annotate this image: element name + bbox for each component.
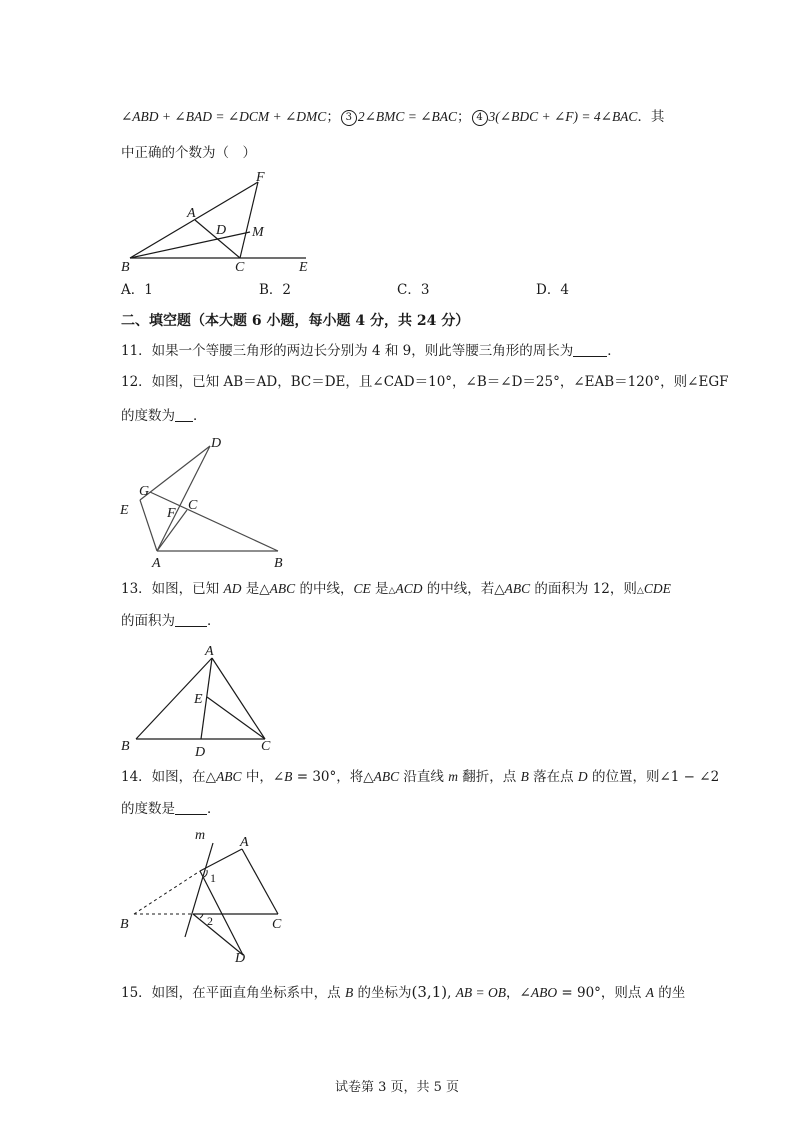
q14-end: ．: [207, 801, 221, 817]
text: 的中线，: [295, 581, 354, 597]
text: = 90°，则点: [557, 985, 646, 1001]
text: 落在点: [528, 769, 578, 785]
var-CDE: CDE: [643, 581, 671, 596]
dashed-line-B1: [134, 871, 200, 914]
label-B: B: [120, 917, 129, 932]
var-A: A: [645, 985, 654, 1000]
label-m: m: [195, 828, 206, 843]
coordinate-B: (3,1): [411, 983, 448, 1001]
label-B: B: [121, 260, 130, 275]
q11-end: ．: [607, 343, 621, 359]
var-B: B: [284, 769, 293, 784]
label-E: E: [194, 692, 203, 707]
text: 13．如图，已知: [121, 581, 224, 597]
label-D: D: [235, 951, 246, 966]
q10-option-c: C．3: [397, 282, 430, 298]
text: = 30°，将△: [292, 769, 374, 785]
line-fold-D: [200, 871, 243, 955]
text: 14．如图，在△: [121, 769, 217, 785]
label-A: A: [187, 206, 196, 221]
var-ABC: ABC: [504, 581, 531, 596]
q10-option-d: D．4: [536, 282, 569, 298]
q10-statement-3: 2∠BMC = ∠BAC: [357, 109, 458, 124]
text: ,: [447, 985, 456, 1001]
text: 是△: [241, 581, 270, 597]
text: 翻折，点: [457, 769, 521, 785]
label-C: C: [272, 917, 282, 932]
label-C: C: [261, 739, 271, 754]
label-F: F: [167, 506, 176, 521]
q10-option-a: A．1: [121, 282, 153, 298]
page-footer: 试卷第 3 页，共 5 页: [334, 1080, 460, 1095]
q15-line1: [121, 983, 685, 1002]
var-ABO: ABO: [530, 985, 558, 1000]
line-fold-D2: [193, 914, 243, 955]
text: 的中线，若△: [422, 581, 505, 597]
q13-text: 的面积为: [121, 613, 175, 629]
label-D: D: [211, 436, 222, 451]
label-D: D: [216, 223, 227, 238]
var-ABC: ABC: [269, 581, 296, 596]
label-E: E: [120, 503, 129, 518]
label-C: C: [188, 498, 198, 513]
label-B: B: [121, 739, 130, 754]
label-F: F: [256, 170, 265, 185]
line-A-fold: [200, 849, 242, 871]
label-angle-1: 1: [210, 871, 216, 885]
var-AD: AD: [223, 581, 242, 596]
var-m: m: [448, 769, 458, 784]
label-A: A: [205, 644, 214, 659]
text: 的坐: [653, 985, 686, 1001]
label-G: G: [139, 484, 150, 499]
label-E: E: [299, 260, 308, 275]
var-CE: CE: [353, 581, 371, 596]
q12-line1: 12．如图，已知 AB＝AD，BC＝DE，且∠CAD＝10°，∠B＝∠D＝25°，∠EAB＝120°，则∠EGF: [121, 374, 729, 390]
separator: ；: [326, 109, 340, 125]
q10-question-line: 中正确的个数为（ ）: [121, 145, 256, 161]
label-A: A: [240, 835, 249, 850]
q11-text: 11．如果一个等腰三角形的两边长分别为 4 和 9，则此等腰三角形的周长为: [121, 343, 574, 359]
var-D: D: [577, 769, 588, 784]
label-B: B: [274, 556, 283, 571]
q10-tail: ．其: [637, 109, 665, 125]
var-B: B: [520, 769, 529, 784]
text: ，∠: [506, 985, 531, 1001]
q10-statement-4: 3(∠BDC + ∠F) = 4∠BAC: [488, 109, 638, 124]
q12-text: 的度数为: [121, 408, 175, 424]
var-ABC: ABC: [216, 769, 242, 784]
circled-number-3: 3: [341, 110, 357, 126]
q14-text: 的度数是: [121, 801, 175, 817]
triangle-symbol: △: [636, 586, 644, 596]
label-M: M: [252, 225, 264, 240]
text: 的坐标为: [353, 985, 412, 1001]
q12-end: ．: [193, 408, 207, 424]
separator: ；: [457, 109, 471, 125]
text: 15．如图，在平面直角坐标系中，点: [121, 985, 345, 1001]
var-ACD: ACD: [395, 581, 423, 596]
triangle-symbol: △: [388, 586, 396, 596]
var-B: B: [344, 985, 354, 1000]
text: 沿直线: [399, 769, 449, 785]
label-C: C: [235, 260, 245, 275]
circled-number-4: 4: [472, 110, 488, 126]
text: 的位置，则∠1 − ∠2: [587, 769, 720, 785]
label-angle-2: 2: [207, 914, 213, 928]
label-A: A: [152, 556, 161, 571]
var-AB-OB: AB = OB: [455, 985, 507, 1000]
q10-option-b: B．2: [259, 282, 292, 298]
text: 的面积为 12，则: [530, 581, 637, 597]
q13-end: ．: [207, 613, 221, 629]
label-D: D: [195, 745, 206, 760]
text: 中，∠: [241, 769, 285, 785]
text: 是: [370, 581, 389, 597]
line-AC: [242, 849, 278, 914]
section-title: 二、填空题（本大题 6 小题，每小题 4 分，共 24 分）: [121, 313, 470, 329]
var-ABC: ABC: [373, 769, 400, 784]
q10-statement-2: ∠ABD + ∠BAD = ∠DCM + ∠DMC: [121, 109, 327, 124]
